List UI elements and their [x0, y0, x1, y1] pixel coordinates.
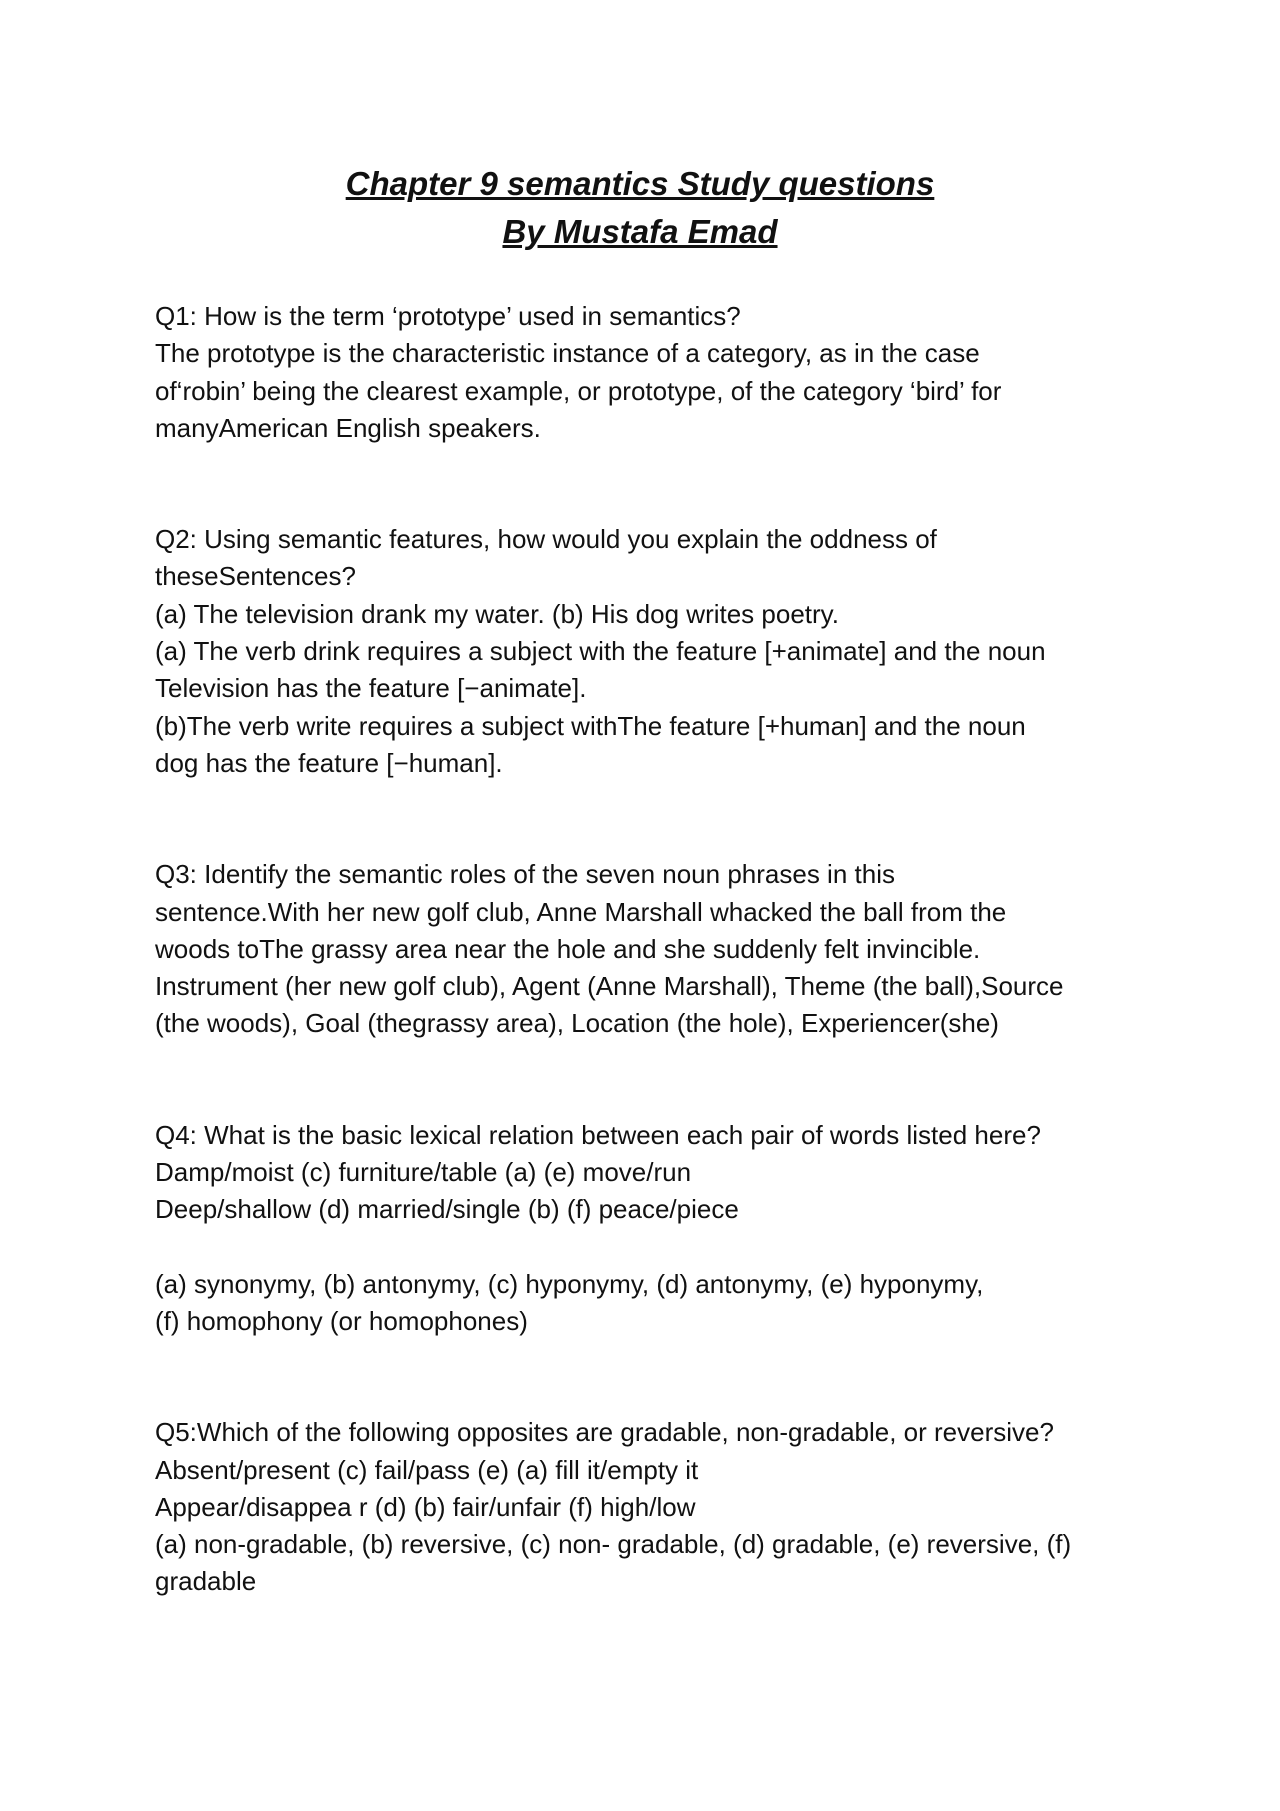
document-body [155, 298, 1145, 1601]
q3-question-cont: sentence.With her new golf club, Anne Marshall whacked the ball from the [155, 896, 1007, 927]
question-4 [155, 1117, 1145, 1340]
q3-answer-line: (the woods), Goal (thegrassy area), Location (the hole), Experiencer(she) [155, 1008, 999, 1039]
q4-question: Q4: What is the basic lexical relation between each pair of words listed here? [155, 1119, 1041, 1150]
spacer [155, 1229, 1145, 1266]
q2-sentences: (a) The television drank my water. (b) His dog writes poetry. [155, 598, 839, 629]
q4-answer-line: (a) synonymy, (b) antonymy, (c) hyponymy, (d) antonymy, (e) hyponymy, [155, 1268, 984, 1299]
q4-word-pairs: Deep/shallow (d) married/single (b) (f) peace/piece [155, 1194, 739, 1225]
q4-word-pairs: Damp/moist (c) furniture/table (a) (e) move/run [155, 1157, 692, 1188]
spacer [155, 1043, 1145, 1117]
q2-question: Q2: Using semantic features, how would you explain the oddness of [155, 524, 937, 555]
question-5 [155, 1414, 1145, 1600]
document-title [0, 160, 1280, 256]
q4-answer-line: (f) homophony (or homophones) [155, 1305, 528, 1336]
question-1 [155, 298, 1145, 447]
q5-word-pairs: Absent/present (c) fail/pass (e) (a) fill it/empty it [155, 1454, 699, 1485]
q5-answer-line: gradable [155, 1566, 257, 1597]
spacer [155, 1340, 1145, 1414]
spacer [155, 447, 1145, 521]
q2-answer-line: Television has the feature [−animate]. [155, 673, 587, 704]
q2-answer-line: (a) The verb drink requires a subject with the feature [+animate] and the noun [155, 636, 1046, 667]
q1-answer-line: manyAmerican English speakers. [155, 412, 541, 443]
q5-answer-line: (a) non-gradable, (b) reversive, (c) non- gradable, (d) gradable, (e) reversive, (f) [155, 1529, 1072, 1560]
q5-word-pairs: Appear/disappea r (d) (b) fair/unfair (f) high/low [155, 1491, 696, 1522]
q3-question: Q3: Identify the semantic roles of the seven noun phrases in this [155, 859, 895, 890]
q1-question: Q1: How is the term ‘prototype’ used in semantics? [155, 301, 741, 331]
q2-question-cont: theseSentences? [155, 561, 356, 592]
q3-question-cont: woods toThe grassy area near the hole and she suddenly felt invincible. [155, 933, 981, 964]
q1-answer-line: of‘robin’ being the clearest example, or prototype, of the category ‘bird’ for [155, 375, 1002, 406]
question-3 [155, 856, 1145, 1042]
title-line-1: Chapter 9 semantics Study questions [345, 165, 935, 202]
spacer [155, 782, 1145, 856]
q2-answer-line: dog has the feature [−human]. [155, 747, 503, 778]
q2-answer-line: (b)The verb write requires a subject withThe feature [+human] and the noun [155, 710, 1026, 741]
q3-answer-line: Instrument (her new golf club), Agent (Anne Marshall), Theme (the ball),Source [155, 971, 1064, 1002]
q5-question: Q5:Which of the following opposites are gradable, non-gradable, or reversive? [155, 1417, 1054, 1448]
question-2 [155, 521, 1145, 782]
title-line-2: By Mustafa Emad [502, 213, 778, 250]
q1-answer-line: The prototype is the characteristic instance of a category, as in the case [155, 338, 980, 369]
